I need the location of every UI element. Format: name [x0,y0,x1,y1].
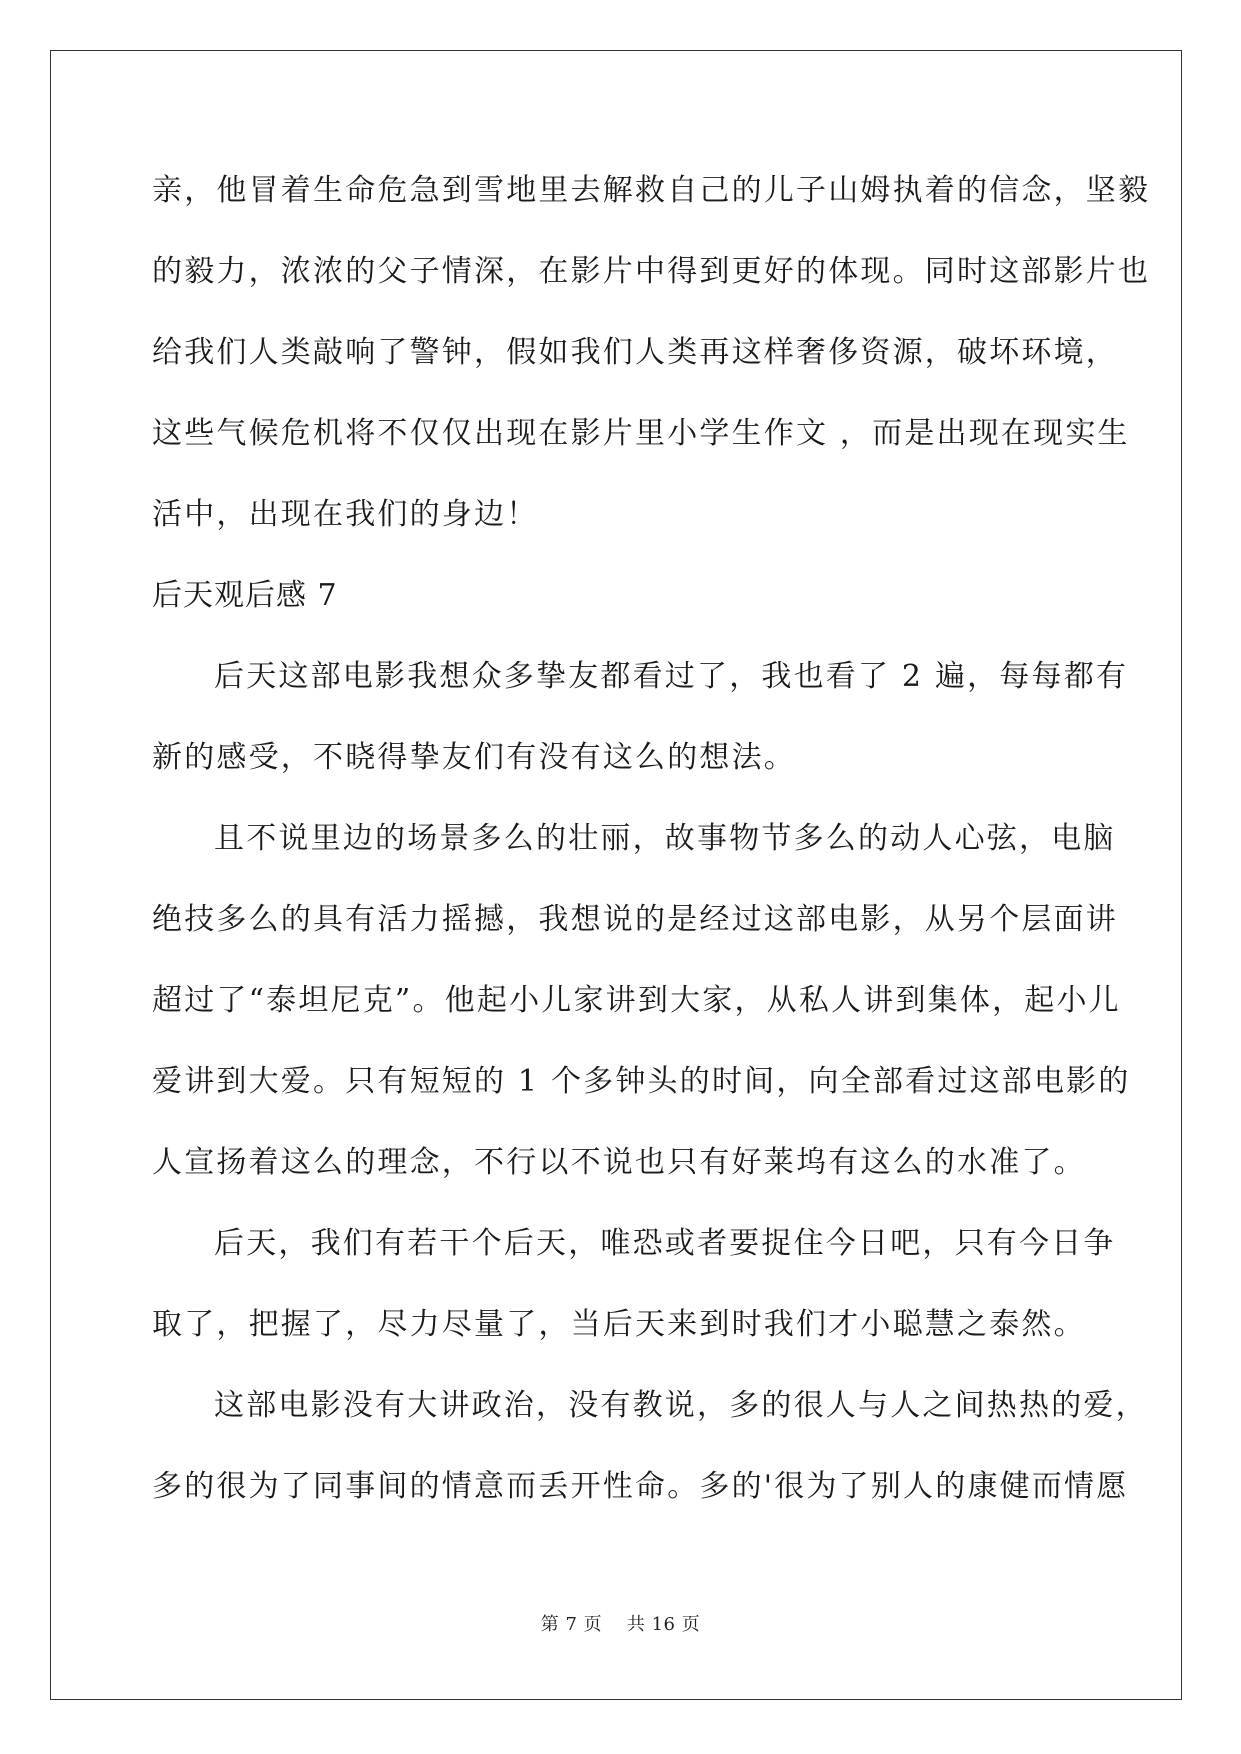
paragraph-line: 给我们人类敲响了警钟，假如我们人类再这样奢侈资源，破坏环境， [152,335,1118,370]
paragraph-line: 绝技多么的具有活力摇撼，我想说的是经过这部电影，从另个层面讲 [152,902,1118,937]
paragraph-line: 且不说里边的场景多么的壮丽，故事物节多么的动人心弦，电脑 [214,821,1116,856]
paragraph-line: 取了，把握了，尽力尽量了，当后天来到时我们才小聪慧之泰然。 [152,1307,1086,1342]
paragraph-line: 这部电影没有大讲政治，没有教说，多的很人与人之间热热的爱， [214,1388,1148,1423]
paragraph-line: 人宣扬着这么的理念，不行以不说也只有好莱坞有这么的水准了。 [152,1145,1086,1180]
document-body [152,160,1151,1537]
paragraph-line: 这些气候危机将不仅仅出现在影片里小学生作文 ，而是出现在现实生 [152,416,1130,451]
paragraph-line: 多的很为了同事间的情意而丢开性命。多的'很为了别人的康健而情愿 [152,1469,1129,1504]
section-heading: 后天观后感 7 [152,578,338,613]
paragraph-line: 后天，我们有若干个后天，唯恐或者要捉住今日吧，只有今日争 [214,1226,1116,1261]
paragraph-line: 亲，他冒着生命危急到雪地里去解救自己的儿子山姆执着的信念，坚毅 [152,173,1151,208]
paragraph-line: 的毅力，浓浓的父子情深，在影片中得到更好的体现。同时这部影片也 [152,254,1151,289]
page-number-footer: 第 7 页 共 16 页 [540,1614,701,1635]
paragraph-line: 活中，出现在我们的身边！ [152,497,539,532]
paragraph-line: 爱讲到大爱。只有短短的 1 个多钟头的时间，向全部看过这部电影的 [152,1064,1131,1099]
paragraph-line: 后天这部电影我想众多挚友都看过了，我也看了 2 遍，每每都有 [214,659,1129,694]
paragraph-line: 超过了“泰坦尼克”。他起小儿家讲到大家，从私人讲到集体，起小儿 [152,983,1121,1018]
paragraph-line: 新的感受，不晓得挚友们有没有这么的想法。 [152,740,796,775]
